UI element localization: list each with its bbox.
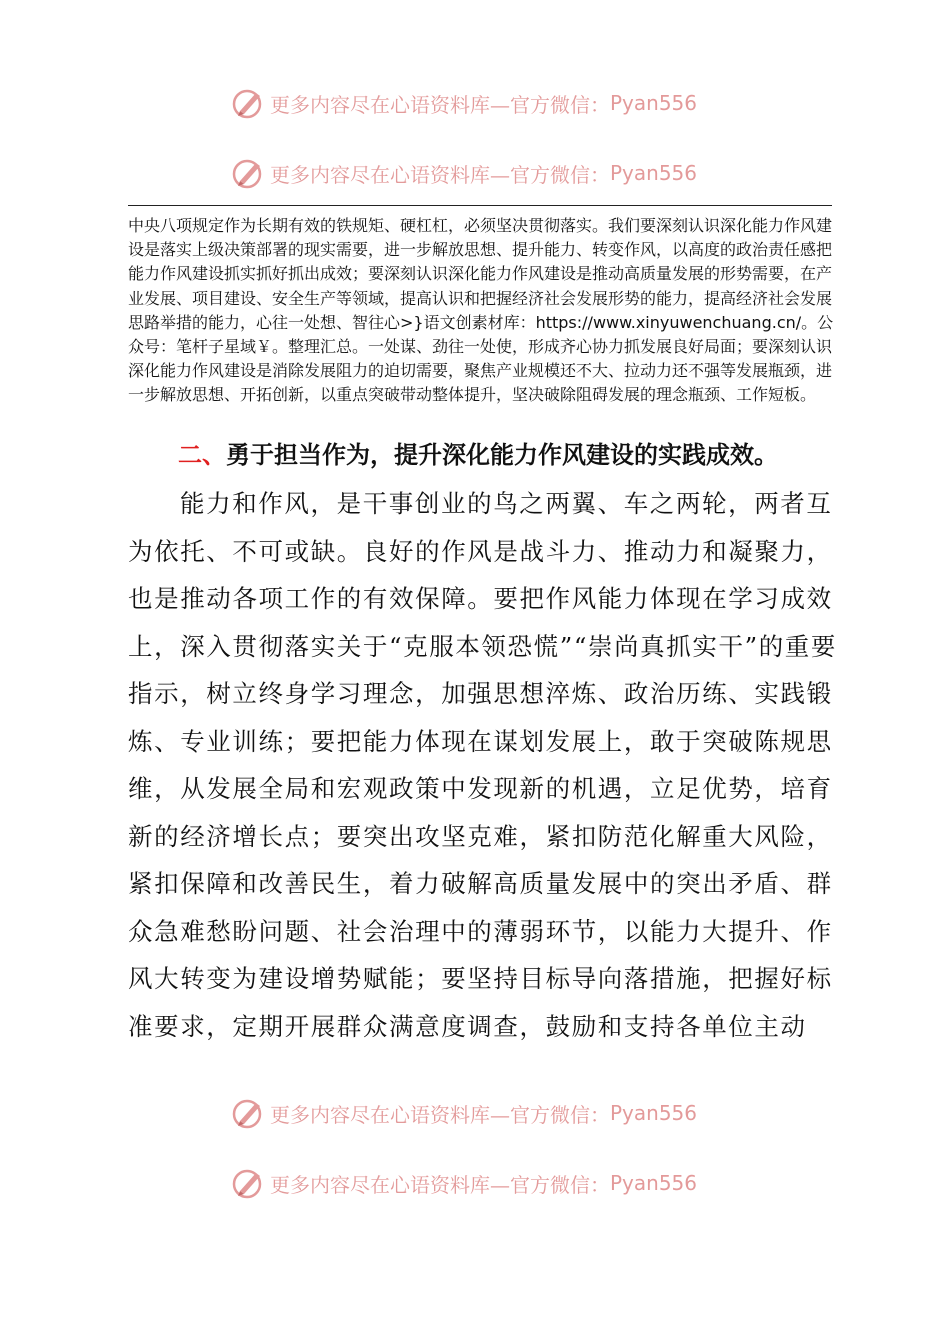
watermark-text: 更多内容尽在心语资料库—官方微信： (270, 1102, 610, 1127)
watermark-text: 更多内容尽在心语资料库—官方微信： (270, 162, 610, 187)
watermark-text: 更多内容尽在心语资料库—官方微信： (270, 92, 610, 117)
watermark-banner (230, 153, 697, 193)
body-paragraph: 能力和作风，是干事创业的鸟之两翼、车之两轮，两者互为依托、不可或缺。良好的作风是战斗力、推动力和凝聚力，也是推动各项工作的有效保障。要把作风能力体现在学习成效上，深入贯彻落实关于“克服本领恐慌”“崇尚真抓实干”的重要指示，树立终身学习理念，加强思想淬炼、政治历练、实践锻炼、专业训练；要把能力体现在谋划发展上，敢于突破陈规思维，从发展全局和宏观政策中发现新的机遇，立足优势，培育新的经济增长点；要突出攻坚克难，紧扣防范化解重大风险，紧扣保障和改善民生，着力破解高质量发展中的突出矛盾、群众急难愁盼问题、社会治理中的薄弱环节，以能力大提升、作风大转变为建设增势赋能；要坚持目标导向落措施，把握好标准要求，定期开展群众满意度调查，鼓励和支持各单位主动 (128, 489, 837, 1041)
watermark-banner (230, 1093, 697, 1133)
pen-logo-icon (230, 155, 266, 191)
pen-logo-icon (230, 85, 266, 121)
watermark-id: Pyan556 (610, 91, 698, 115)
header-divider (128, 205, 832, 206)
watermark-banner (230, 1163, 697, 1203)
pen-logo-icon (230, 1165, 266, 1201)
intro-paragraph: 中央八项规定作为长期有效的铁规矩、硬杠杠，必须坚决贯彻落实。我们要深刻认识深化能力作风建设是落实上级决策部署的现实需要，进一步解放思想、提升能力、转变作风，以高度的政治责任感把能力作风建设抓实抓好抓出成效；要深刻认识深化能力作风建设是推动高质量发展的形势需要，在产业发展、项目建设、安全生产等领域，提高认识和把握经济社会发展形势的能力，提高经济社会发展思路举措的能力，心往一处想、智往心>}语文创素材库：https://www.xinyuwenchuang.cn/。公众号：笔杆子星域￥。整理汇总。一处谋、劲往一处使，形成齐心协力抓发展良好局面；要深刻认识深化能力作风建设是消除发展阻力的迫切需要，聚焦产业规模还不大、拉动力还不强等发展瓶颈，进一步解放思想、开拓创新，以重点突破带动整体提升，坚决破除阻碍发展的理念瓶颈、工作短板。 (128, 216, 834, 405)
watermark-id: Pyan556 (610, 161, 698, 185)
pen-logo-icon (230, 1095, 266, 1131)
watermark-id: Pyan556 (610, 1101, 698, 1125)
watermark-text: 更多内容尽在心语资料库—官方微信： (270, 1172, 610, 1197)
section-heading-number: 二、 (178, 441, 226, 469)
section-heading-text: 勇于担当作为，提升深化能力作风建设的实践成效。 (226, 441, 778, 469)
section-heading (178, 437, 778, 473)
watermark-banner (230, 83, 697, 123)
watermark-id: Pyan556 (610, 1171, 698, 1195)
